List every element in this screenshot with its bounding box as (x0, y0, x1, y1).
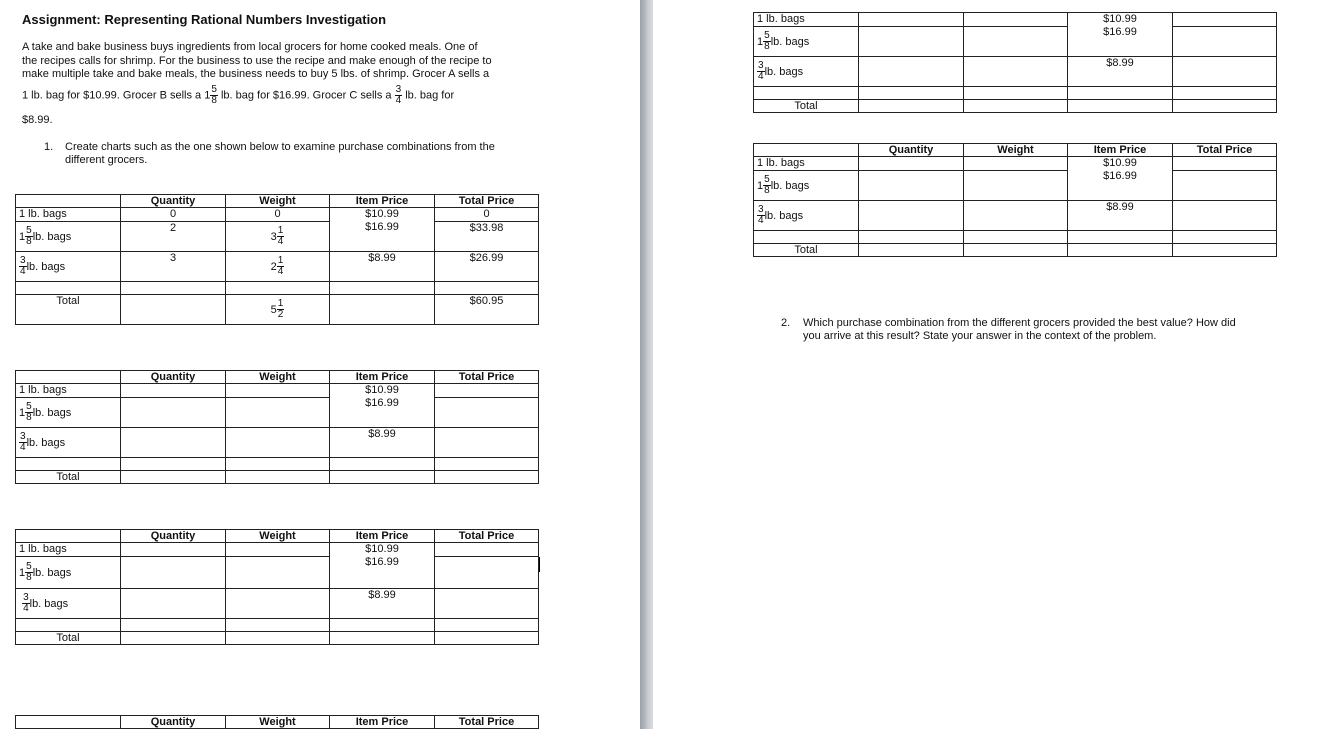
question-2-number: 2. (781, 317, 791, 329)
header-quantity: Quantity (121, 716, 226, 729)
row-label-3-4lb: $\frac{3}{4}$ lb. bags (16, 589, 121, 619)
intro-line-4: 1 lb. bag for $10.99. Grocer B sells a 1 $\frac{5}{8}$ lb. bag for $16.99. Grocer C sells a $\frac{3}{4}$ lb. bag for (22, 84, 455, 106)
text-cursor (539, 557, 540, 572)
document-title: Assignment: Representing Rational Numbers Investigation (22, 12, 387, 27)
row-label-1lb: 1 lb. bags (16, 543, 121, 557)
cell-item-price[interactable]: $10.99 $16.99 (330, 543, 435, 589)
header-quantity: Quantity (121, 195, 226, 208)
header-total-price: Total Price (435, 371, 539, 384)
row-label-total: Total (16, 632, 121, 645)
header-weight: Weight (226, 716, 330, 729)
row-label-total: Total (16, 471, 121, 484)
question-1-text: Create charts such as the one shown below to examine purchase combinations from the different grocers. (65, 141, 495, 166)
fraction-three-quarters: $\frac{3}{4}$ (395, 84, 402, 106)
row-label-total: Total (754, 244, 859, 257)
cell-item-price[interactable]: $10.99 $16.99 (1068, 157, 1173, 201)
cell-weight[interactable]: 0 (226, 208, 330, 222)
document-page-left (0, 0, 640, 729)
header-total-price: Total Price (435, 195, 539, 208)
row-label-1-5-8lb: 1 $\frac{5}{8}$ lb. bags (754, 27, 859, 57)
cell-total-price[interactable]: $26.99 (435, 252, 539, 282)
cell-quantity[interactable]: 3 (121, 252, 226, 282)
cell-total-price[interactable]: $33.98 (435, 222, 539, 252)
cell-total-price[interactable]: 0 (435, 208, 539, 222)
header-total-price: Total Price (435, 530, 539, 543)
cell-quantity[interactable]: 2 (121, 222, 226, 252)
header-blank (16, 195, 121, 208)
row-label-1lb: 1 lb. bags (16, 384, 121, 398)
header-total-price: Total Price (1173, 144, 1277, 157)
question-1-number: 1. (44, 141, 54, 153)
header-quantity: Quantity (121, 371, 226, 384)
document-page-right (653, 0, 1322, 729)
row-label-1-5-8lb: 1 $\frac{5}{8}$ lb. bags (16, 557, 121, 589)
row-label-1-5-8lb: 1 $\frac{5}{8}$ lb. bags (754, 171, 859, 201)
row-label-3-4lb: $\frac{3}{4}$ lb. bags (16, 252, 121, 282)
question-2-text: Which purchase combination from the different grocers provided the best value? How did you arrive at this result? State your answer in the context of the problem. (803, 317, 1236, 342)
cell-item-price[interactable]: $8.99 (1068, 57, 1173, 87)
practice-table (15, 370, 539, 484)
intro-line-1: A take and bake business buys ingredients from local grocers for home cooked meals. One of (22, 41, 478, 53)
header-item-price: Item Price (330, 371, 435, 384)
practice-table (753, 12, 1277, 113)
cell-weight[interactable]: 2 $\frac{1}{4}$ (226, 252, 330, 282)
header-weight: Weight (964, 144, 1068, 157)
row-label-3-4lb: $\frac{3}{4}$ lb. bags (16, 428, 121, 458)
cell-item-price[interactable]: $10.99 $16.99 (1068, 13, 1173, 57)
header-quantity: Quantity (859, 144, 964, 157)
header-item-price: Item Price (330, 530, 435, 543)
cell-item-price[interactable]: $10.99 $16.99 (330, 384, 435, 428)
row-label-1lb: 1 lb. bags (16, 208, 121, 222)
practice-table (15, 529, 539, 645)
cell-quantity[interactable]: 0 (121, 208, 226, 222)
header-weight: Weight (226, 530, 330, 543)
fraction-five-eighths: $\frac{5}{8}$ (211, 84, 217, 106)
cell-item-price[interactable]: $8.99 (330, 589, 435, 619)
row-label-3-4lb: $\frac{3}{4}$ lb. bags (754, 201, 859, 231)
cell-item-price[interactable]: $10.99 $16.99 (330, 208, 435, 252)
cell-item-price[interactable]: $8.99 (1068, 201, 1173, 231)
header-quantity: Quantity (121, 530, 226, 543)
row-label-1-5-8lb: 1 $\frac{5}{8}$ lb. bags (16, 222, 121, 252)
row-label-1lb: 1 lb. bags (754, 157, 859, 171)
header-item-price: Item Price (330, 716, 435, 729)
cell-total-weight[interactable]: 5 $\frac{1}{2}$ (226, 295, 330, 325)
practice-table (15, 715, 539, 729)
cell-weight[interactable]: 3 $\frac{1}{4}$ (226, 222, 330, 252)
header-item-price: Item Price (1068, 144, 1173, 157)
page-separator (640, 0, 653, 729)
header-total-price: Total Price (435, 716, 539, 729)
row-label-1-5-8lb: 1 $\frac{5}{8}$ lb. bags (16, 398, 121, 428)
practice-table (753, 143, 1277, 257)
row-label-total: Total (754, 100, 859, 113)
intro-line-2: the recipes calls for shrimp. For the business to use the recipe and make enough of the recipe to (22, 55, 492, 67)
cell-grand-total[interactable]: $60.95 (435, 295, 539, 325)
intro-line-3: make multiple take and bake meals, the business needs to buy 5 lbs. of shrimp. Grocer A sells a (22, 68, 490, 80)
header-item-price: Item Price (330, 195, 435, 208)
cell-item-price[interactable]: $8.99 (330, 428, 435, 458)
header-weight: Weight (226, 371, 330, 384)
example-table (15, 194, 539, 325)
header-weight: Weight (226, 195, 330, 208)
row-label-3-4lb: $\frac{3}{4}$ lb. bags (754, 57, 859, 87)
intro-line-5: $8.99. (22, 114, 53, 126)
row-label-total: Total (16, 295, 121, 325)
cell-item-price[interactable]: $8.99 (330, 252, 435, 282)
row-label-1lb: 1 lb. bags (754, 13, 859, 27)
